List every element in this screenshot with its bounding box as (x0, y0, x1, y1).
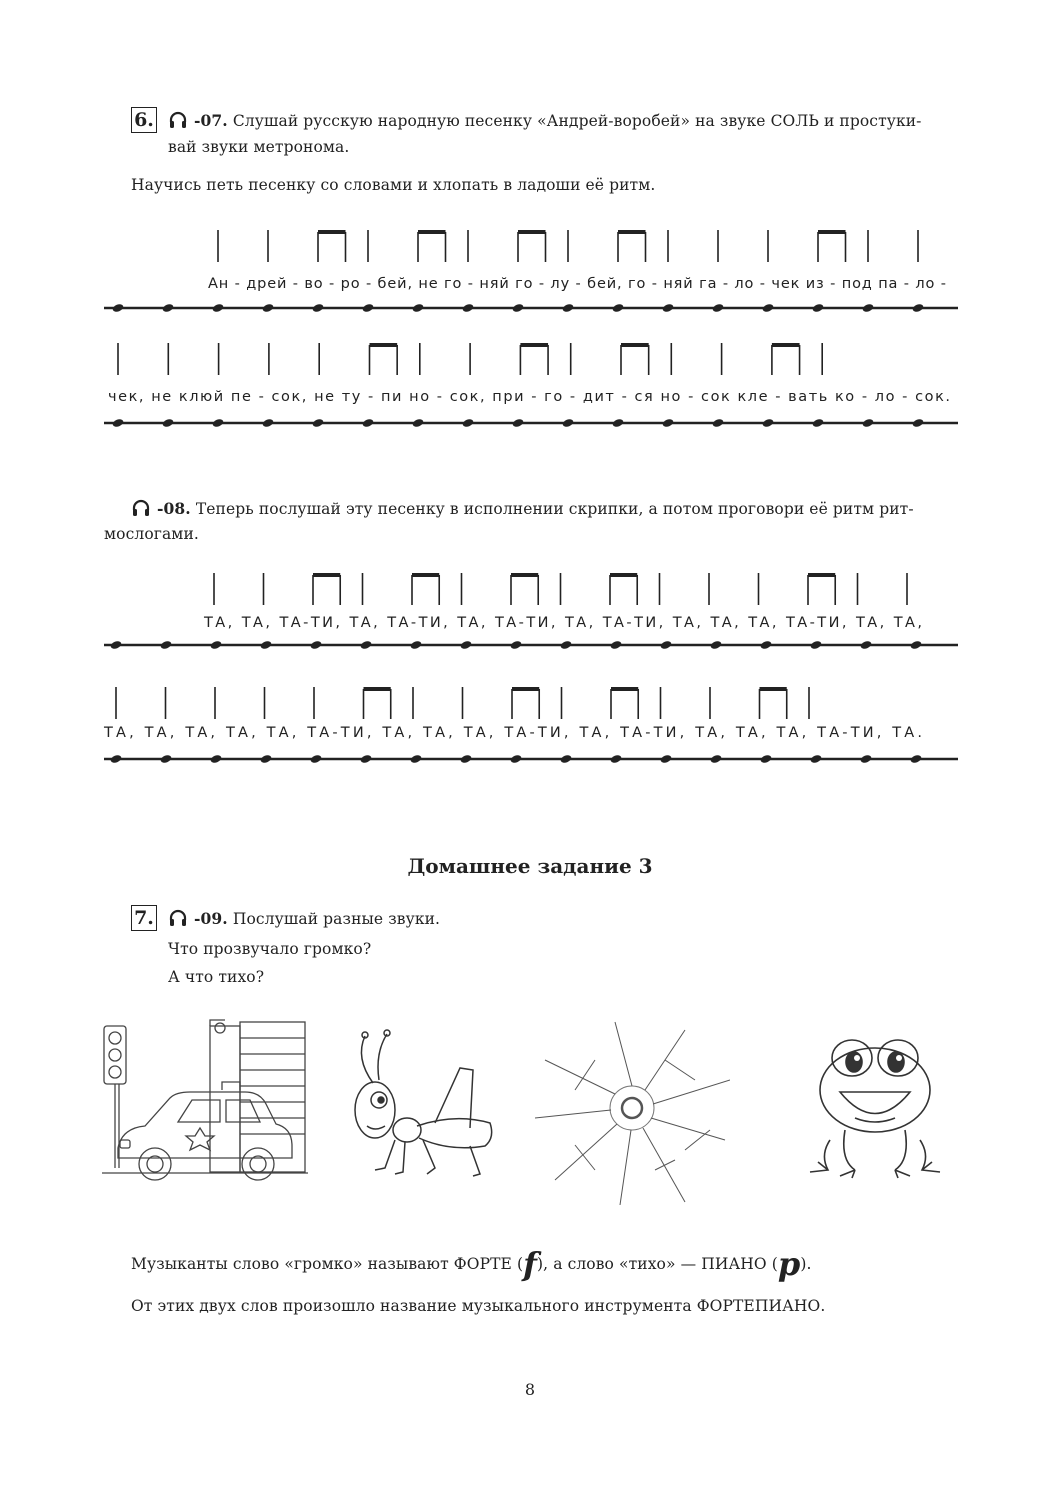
pulse-beat (910, 640, 923, 650)
pulse-beat (210, 640, 223, 650)
pulse-beat (710, 754, 723, 764)
pulse-beat (760, 754, 773, 764)
pulse-beat (260, 754, 273, 764)
headphones-icon (168, 110, 188, 135)
eighth-pair (370, 343, 398, 375)
pulse-beat (360, 640, 373, 650)
rhythm-row-3 (0, 563, 1060, 663)
eighth-pair (760, 687, 787, 719)
pulse-beat (912, 418, 925, 428)
pulse-beat (560, 754, 573, 764)
pulse-beat (112, 418, 125, 428)
eighth-pair (313, 573, 340, 605)
pulse-beat (562, 418, 575, 428)
track-number: -07. (194, 111, 228, 130)
eighth-pair (808, 573, 835, 605)
exercise-7-line1-wrap (168, 908, 440, 933)
exercise-6-instruction: Научись петь песенку со словами и хлопать в ладоши её ритм. (131, 176, 656, 194)
pulse-beat (362, 418, 375, 428)
pulse-beat (660, 754, 673, 764)
exercise-6b-line1: Теперь послушай эту песенку в исполнении скрипки, а потом проговори её ритм рит- (195, 500, 914, 518)
traffic-light-car-illustration (100, 1018, 310, 1193)
pulse-beat (510, 640, 523, 650)
exercise-7-line2: Что прозвучало громко? (168, 940, 372, 958)
pulse-beat (112, 303, 125, 313)
pulse-beat (110, 640, 123, 650)
exercise-6-number: 6. (131, 107, 157, 133)
eighth-pair (364, 687, 391, 719)
piano-symbol: p (777, 1245, 801, 1283)
pulse-beat (410, 640, 423, 650)
pulse-beat (260, 640, 273, 650)
pulse-beat (312, 303, 325, 313)
pulse-beat (462, 418, 475, 428)
pulse-beat (312, 418, 325, 428)
pulse-beat (460, 754, 473, 764)
pulse-beat (310, 640, 323, 650)
forte-symbol: f (523, 1245, 537, 1283)
pulse-beat (412, 303, 425, 313)
rhythm-syllables: ТА, ТА, ТА, ТА, ТА, ТА-ТИ, ТА, ТА, ТА, ТА-ТИ, ТА, ТА-ТИ, ТА, ТА, ТА, ТА-ТИ, ТА. (104, 725, 922, 741)
eighth-pair (611, 687, 638, 719)
pulse-beat (810, 754, 823, 764)
pulse-beat (910, 754, 923, 764)
eighth-pair (772, 343, 800, 375)
eighth-pair (511, 573, 538, 605)
pulse-beat (212, 418, 225, 428)
exercise-6b-text (131, 498, 971, 523)
eighth-pair (418, 230, 446, 262)
pulse-beat (610, 640, 623, 650)
eighth-pair (621, 343, 649, 375)
pulse-beat (560, 640, 573, 650)
eighth-pair (818, 230, 846, 262)
pulse-beat (712, 303, 725, 313)
pulse-beat (812, 303, 825, 313)
pulse-beat (612, 303, 625, 313)
grasshopper-illustration (345, 1028, 505, 1178)
pulse-beat (512, 303, 525, 313)
eighth-pair (618, 230, 646, 262)
pulse-beat (662, 303, 675, 313)
pulse-beat (210, 754, 223, 764)
pulse-beat (362, 303, 375, 313)
pulse-beat (262, 303, 275, 313)
pulse-beat (262, 418, 275, 428)
rhythm-row-4 (0, 677, 1060, 777)
homework-heading: Домашнее задание 3 (407, 854, 653, 878)
pulse-beat (562, 303, 575, 313)
pulse-beat (660, 640, 673, 650)
broken-glass-illustration (535, 1020, 730, 1205)
exercise-7-number: 7. (131, 905, 157, 931)
exercise-7-line1: Послушай разные звуки. (232, 910, 441, 928)
pulse-beat (762, 418, 775, 428)
rhythm-syllables: ТА, ТА, ТА-ТИ, ТА, ТА-ТИ, ТА, ТА-ТИ, ТА, ТА-ТИ, ТА, ТА, ТА, ТА-ТИ, ТА, ТА, (204, 615, 923, 631)
exercise-6-text (168, 110, 968, 135)
headphones-icon (168, 908, 188, 933)
frog-illustration (800, 1030, 950, 1180)
track-number: -08. (157, 499, 191, 518)
pulse-beat (912, 303, 925, 313)
eighth-pair (520, 343, 548, 375)
headphones-icon (131, 498, 151, 523)
exercise-6-line2: вай звуки метронома. (168, 138, 350, 156)
pulse-beat (212, 303, 225, 313)
eighth-pair (412, 573, 439, 605)
pulse-beat (412, 418, 425, 428)
pulse-beat (712, 418, 725, 428)
pulse-beat (610, 754, 623, 764)
forte-piano-text (131, 1244, 812, 1284)
pulse-beat (862, 418, 875, 428)
exercise-7-line3: А что тихо? (168, 968, 265, 986)
pulse-beat (460, 640, 473, 650)
rhythm-syllables: чек, не клюй пе - сок, не ту - пи но - сок, при - го - дит - ся но - сок кле - вать ко - ло - сок. (108, 389, 950, 405)
pulse-beat (110, 754, 123, 764)
eighth-pair (318, 230, 346, 262)
origin-text: От этих двух слов произошло название музыкального инструмента ФОРТЕПИАНО. (131, 1297, 826, 1315)
rhythm-syllables: Ан - дрей - во - ро - бей, не го - няй го - лу - бей, го - няй га - ло - чек из - под па - ло - (208, 276, 947, 292)
rhythm-row-1 (0, 220, 1060, 320)
forte-text-part2: ), а слово «тихо» — ПИАНО ( (537, 1255, 778, 1273)
pulse-beat (310, 754, 323, 764)
pulse-beat (862, 303, 875, 313)
exercise-6-line1: Слушай русскую народную песенку «Андрей-воробей» на звуке СОЛЬ и простуки- (232, 112, 922, 130)
pulse-beat (360, 754, 373, 764)
pulse-beat (162, 418, 175, 428)
pulse-beat (410, 754, 423, 764)
pulse-beat (810, 640, 823, 650)
eighth-pair (610, 573, 637, 605)
eighth-pair (512, 687, 539, 719)
forte-text-part3: ). (800, 1255, 812, 1273)
pulse-beat (760, 640, 773, 650)
pulse-beat (162, 303, 175, 313)
page-number: 8 (524, 1380, 536, 1399)
pulse-beat (662, 418, 675, 428)
pulse-beat (860, 640, 873, 650)
forte-text-part1: Музыканты слово «громко» называют ФОРТЕ ( (131, 1255, 524, 1273)
pulse-beat (160, 754, 173, 764)
pulse-beat (462, 303, 475, 313)
pulse-beat (812, 418, 825, 428)
pulse-beat (160, 640, 173, 650)
pulse-beat (710, 640, 723, 650)
pulse-beat (512, 418, 525, 428)
rhythm-row-2 (0, 333, 1060, 433)
pulse-beat (510, 754, 523, 764)
eighth-pair (518, 230, 546, 262)
pulse-beat (860, 754, 873, 764)
exercise-6b-line2: мослогами. (104, 525, 199, 543)
track-number: -09. (194, 909, 228, 928)
pulse-beat (612, 418, 625, 428)
pulse-beat (762, 303, 775, 313)
